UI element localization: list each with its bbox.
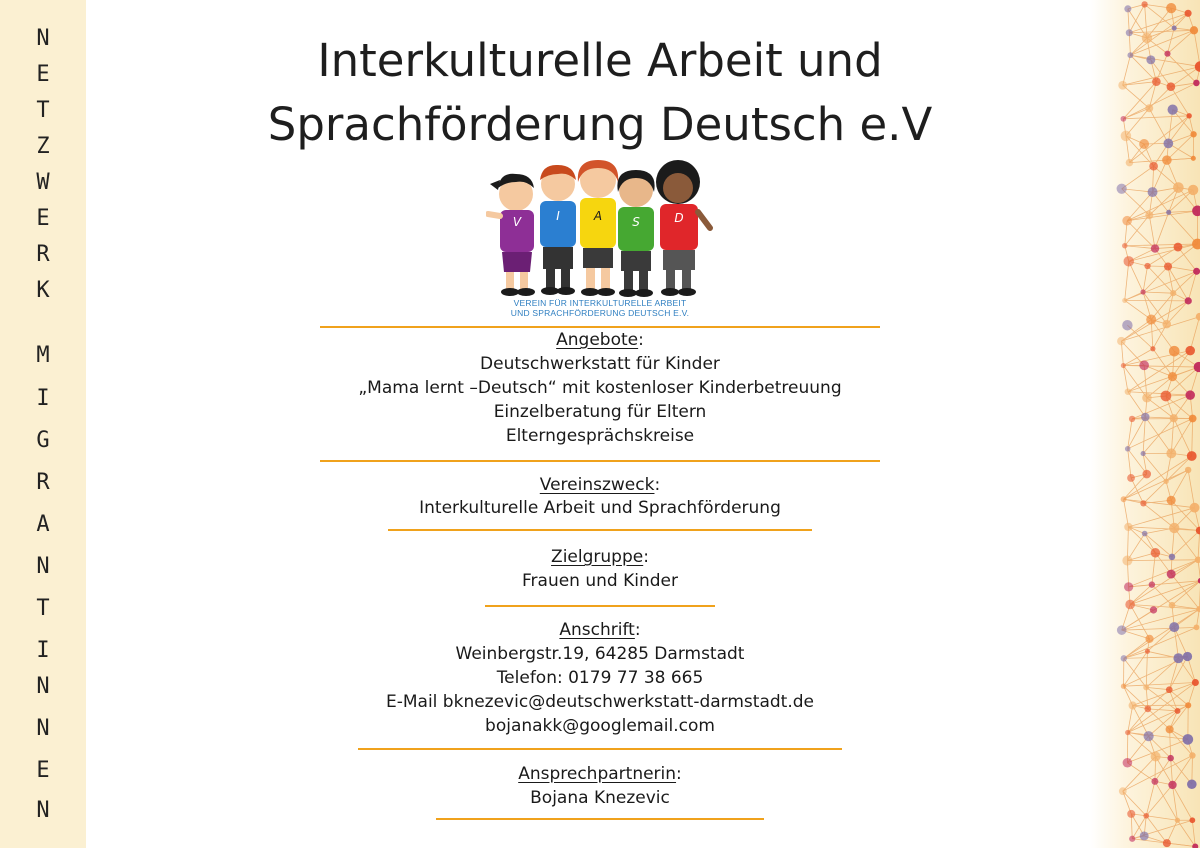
divider-rule — [358, 748, 842, 750]
network-dot — [1189, 817, 1195, 823]
network-dot — [1170, 414, 1178, 422]
network-dot — [1193, 80, 1200, 87]
network-dot — [1149, 581, 1155, 587]
network-dot — [1139, 139, 1149, 149]
network-dot — [1190, 131, 1196, 137]
network-dot — [1143, 684, 1149, 690]
network-dot — [1194, 624, 1200, 630]
network-dot — [1152, 77, 1161, 86]
ansprechpartnerin-name: Bojana Knezevic — [530, 788, 670, 808]
network-dot — [1167, 82, 1176, 91]
anschrift-phone: Telefon: 0179 77 38 665 — [496, 668, 704, 688]
divider-rule — [320, 326, 880, 328]
side-letter: I — [36, 638, 50, 663]
network-dot — [1166, 686, 1173, 693]
section-heading-ansprechpartnerin: Ansprechpartnerin: — [518, 764, 682, 784]
angebote-item: „Mama lernt –Deutsch“ mit kostenloser Kinderbetreuung — [358, 378, 842, 398]
network-dot — [1124, 256, 1134, 266]
network-dot — [1166, 448, 1176, 458]
section-heading-angebote: Angebote: — [556, 330, 644, 350]
side-letter: N — [36, 554, 50, 579]
network-dot — [1185, 297, 1192, 304]
network-dot — [1129, 701, 1137, 709]
side-letter: M — [36, 343, 50, 368]
side-letter: A — [36, 512, 50, 537]
network-dot — [1173, 182, 1184, 193]
network-dot — [1121, 684, 1126, 689]
network-dot — [1144, 263, 1150, 269]
network-dot — [1164, 51, 1170, 57]
network-dot — [1124, 5, 1131, 12]
network-dot — [1163, 479, 1168, 484]
network-dot — [1125, 446, 1131, 452]
network-dot — [1126, 159, 1134, 167]
network-dot — [1161, 391, 1172, 402]
network-dot — [1140, 289, 1145, 294]
angebote-item: Elterngesprächskreise — [505, 426, 695, 446]
child-blue-figure — [540, 165, 576, 295]
network-dot — [1127, 52, 1133, 58]
network-dot — [1185, 702, 1191, 708]
network-dot — [1117, 184, 1127, 194]
left-side-strip — [0, 0, 86, 848]
network-dot — [1121, 116, 1127, 122]
network-dot — [1139, 360, 1149, 370]
network-dot — [1162, 155, 1172, 165]
network-dot — [1146, 55, 1155, 64]
network-dot — [1175, 818, 1180, 823]
network-dot — [1142, 470, 1151, 479]
network-dot — [1151, 751, 1161, 761]
network-dot — [1121, 363, 1126, 368]
side-letter: Z — [36, 134, 50, 159]
section-heading-anschrift: Anschrift: — [559, 620, 641, 640]
side-letter: I — [36, 386, 50, 411]
network-dot — [1118, 81, 1127, 90]
network-dot — [1145, 649, 1150, 654]
angebote-item: Einzelberatung für Eltern — [493, 402, 707, 422]
network-dot — [1189, 415, 1197, 423]
network-dot — [1185, 10, 1192, 17]
network-dot — [1148, 187, 1158, 197]
network-dot — [1185, 346, 1195, 356]
side-letter: R — [36, 242, 50, 267]
network-dot — [1145, 635, 1153, 643]
angebote-item: Deutschwerkstatt für Kinder — [480, 354, 720, 374]
network-dot — [1127, 474, 1135, 482]
network-dot — [1121, 131, 1132, 142]
child-red-figure — [656, 160, 710, 296]
side-letter: T — [36, 98, 50, 123]
network-dot — [1144, 705, 1151, 712]
side-letter: R — [36, 470, 50, 495]
network-dot — [1187, 451, 1197, 461]
network-dot — [1151, 778, 1158, 785]
side-letter: N — [36, 716, 50, 741]
divider-rule — [388, 529, 812, 531]
network-dot — [1145, 211, 1153, 219]
network-dot — [1146, 315, 1156, 325]
network-dot — [1140, 500, 1146, 506]
network-dot — [1166, 725, 1174, 733]
network-dot — [1124, 582, 1133, 591]
shirt-letter: D — [674, 211, 684, 225]
network-dot — [1164, 262, 1172, 270]
shirt-letter: A — [593, 209, 603, 223]
network-dot — [1169, 523, 1179, 533]
network-dot — [1124, 523, 1132, 531]
network-dot — [1149, 162, 1158, 171]
network-dot — [1185, 390, 1194, 399]
network-dot — [1162, 320, 1171, 329]
network-dot — [1168, 781, 1176, 789]
network-dot — [1168, 104, 1178, 114]
network-dot — [1163, 139, 1173, 149]
network-dot — [1125, 600, 1135, 610]
side-letter: T — [36, 596, 50, 621]
zielgruppe-item: Frauen und Kinder — [522, 571, 678, 591]
network-dot — [1169, 346, 1180, 357]
side-letter: E — [36, 206, 50, 231]
network-dot — [1140, 831, 1149, 840]
divider-rule — [320, 460, 880, 462]
network-dot — [1151, 244, 1159, 252]
logo-tagline-line-2: UND SPRACHFÖRDERUNG DEUTSCH E.V. — [510, 308, 690, 318]
network-dot — [1117, 337, 1125, 345]
network-dot — [1142, 393, 1151, 402]
network-dot — [1168, 372, 1177, 381]
network-dot — [1186, 113, 1191, 118]
network-dot — [1127, 810, 1135, 818]
section-heading-zielgruppe: Zielgruppe: — [551, 547, 649, 567]
network-dot — [1163, 839, 1171, 847]
network-dot — [1122, 298, 1127, 303]
network-dot — [1141, 413, 1149, 421]
side-letter: N — [36, 798, 50, 823]
network-dot — [1166, 210, 1171, 215]
child-yellow-figure — [578, 160, 618, 296]
network-dot — [1166, 3, 1176, 13]
side-letter: G — [36, 428, 50, 453]
network-dot — [1188, 185, 1198, 195]
network-dot — [1170, 290, 1176, 296]
side-letter: E — [36, 758, 50, 783]
network-dot — [1150, 346, 1155, 351]
network-dot — [1141, 451, 1146, 456]
child-green-figure — [617, 170, 654, 297]
section-heading-vereinszweck: Vereinszweck: — [539, 475, 661, 495]
anschrift-address: Weinbergstr.19, 64285 Darmstadt — [455, 644, 745, 664]
network-dot — [1122, 243, 1127, 248]
network-dot — [1167, 496, 1176, 505]
network-dot — [1167, 570, 1176, 579]
network-dot — [1141, 1, 1147, 7]
network-dot — [1169, 554, 1175, 560]
anschrift-email-secondary: bojanakk@googlemail.com — [485, 716, 715, 736]
network-dot — [1183, 652, 1192, 661]
network-dot — [1192, 679, 1199, 686]
network-dot — [1183, 734, 1194, 745]
network-dot — [1169, 622, 1179, 632]
network-dot — [1129, 836, 1135, 842]
logo-tagline-line-1: VEREIN FÜR INTERKULTURELLE ARBEIT — [513, 298, 687, 308]
vereinszweck-item: Interkulturelle Arbeit und Sprachförderung — [419, 498, 781, 518]
anschrift-email: E-Mail bknezevic@deutschwerkstatt-darmstadt.de — [386, 692, 814, 712]
shirt-letter: S — [632, 215, 640, 229]
network-dot — [1119, 787, 1127, 795]
side-letter: N — [36, 674, 50, 699]
shirt-letter: I — [556, 209, 560, 223]
network-pattern-decoration — [1090, 0, 1200, 848]
network-dot — [1125, 388, 1132, 395]
side-letter: W — [36, 170, 50, 195]
child-purple-figure — [488, 174, 535, 296]
network-dot — [1126, 29, 1133, 36]
network-dot — [1145, 104, 1153, 112]
page-title-line-1: Interkulturelle Arbeit und — [317, 34, 883, 87]
page-title-line-2: Sprachförderung Deutsch e.V — [267, 98, 933, 151]
network-dot — [1122, 320, 1132, 330]
side-letter: E — [36, 62, 50, 87]
side-letter: N — [36, 26, 50, 51]
network-dot — [1122, 216, 1132, 226]
network-dot — [1191, 156, 1196, 161]
network-dot — [1125, 730, 1130, 735]
network-dot — [1187, 779, 1197, 789]
network-dot — [1173, 653, 1183, 663]
network-dot — [1175, 708, 1181, 714]
network-dot — [1190, 26, 1198, 34]
network-dot — [1144, 731, 1154, 741]
network-dot — [1189, 752, 1195, 758]
network-dot — [1129, 416, 1135, 422]
network-dot — [1122, 555, 1132, 565]
network-dot — [1174, 243, 1183, 252]
network-dot — [1193, 268, 1200, 275]
network-dot — [1185, 467, 1191, 473]
network-dot — [1169, 602, 1176, 609]
divider-rule — [485, 605, 715, 607]
network-dot — [1167, 755, 1173, 761]
network-dot — [1190, 503, 1200, 513]
side-letter: K — [36, 278, 50, 303]
divider-rule — [436, 818, 764, 820]
network-dot — [1143, 813, 1149, 819]
network-dot — [1121, 496, 1127, 502]
network-dot — [1172, 26, 1177, 31]
shirt-letter: V — [512, 215, 522, 229]
network-dot — [1123, 758, 1133, 768]
network-dot — [1151, 548, 1161, 558]
network-dot — [1117, 625, 1127, 635]
network-dot — [1150, 606, 1157, 613]
network-dot — [1142, 33, 1152, 43]
network-dot — [1142, 531, 1148, 537]
network-dot — [1121, 655, 1127, 661]
